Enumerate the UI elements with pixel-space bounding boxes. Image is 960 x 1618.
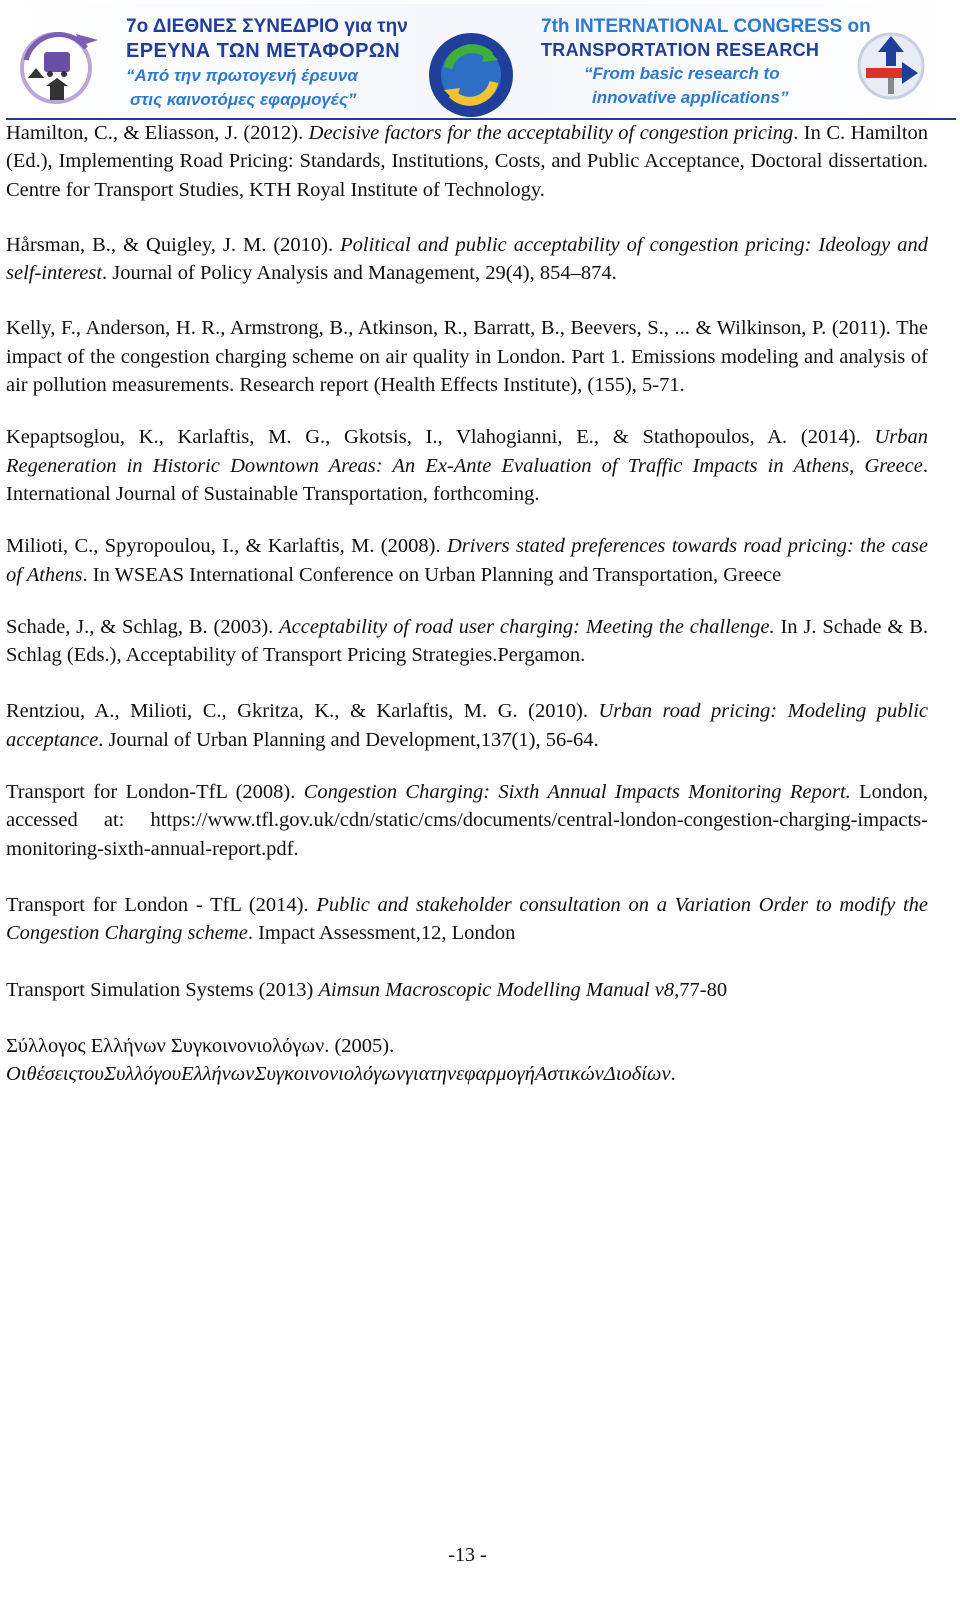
reference-authors-year: Milioti, C., Spyropoulou, I., & Karlaftis, M. (2008). (6, 535, 447, 558)
reference-entry (6, 613, 928, 670)
reference-entry (6, 1032, 928, 1089)
reference-entry (6, 314, 928, 399)
reference-title: ΟιθέσειςτουΣυλλόγουΕλλήνωνΣυγκοινονιολόγωνγιατηνεφαρμογήΑστικώνΔιοδίων (6, 1063, 671, 1086)
reference-entry (6, 231, 928, 288)
reference-title: Decisive factors for the acceptability of congestion pricing (308, 122, 794, 144)
banner-english-line-1: 7th INTERNATIONAL CONGRESS on (541, 16, 871, 37)
reference-authors-year: Kepaptsoglou, K., Karlaftis, M. G., Gkotsis, I., Vlahogianni, E., & Stathopoulos, A. (2014). (6, 426, 875, 449)
references-list (6, 119, 928, 1088)
banner-greek-line-3: “Από την πρωτογενή έρευνα (126, 66, 358, 85)
reference-entry (6, 778, 928, 863)
transport-modes-logo (16, 20, 116, 112)
banner-greek-line-2: ΕΡΕΥΝΑ ΤΩΝ ΜΕΤΑΦΟΡΩΝ (126, 40, 401, 62)
reference-authors-year: Transport Simulation Systems (2013) (6, 978, 319, 1001)
reference-entry (6, 891, 928, 948)
reference-source: . Journal of Urban Planning and Development,137(1), 56-64. (98, 728, 599, 751)
banner-english-line-2: TRANSPORTATION RESEARCH (541, 40, 820, 60)
road-sign-logo (856, 26, 926, 104)
reference-authors-year: Rentziou, A., Milioti, C., Gkritza, K., & Karlaftis, M. G. (2010). (6, 700, 599, 723)
congress-globe-logo (424, 30, 518, 120)
reference-title: Urban road pricing: Modeling public acceptance (6, 700, 928, 751)
reference-source: London, accessed at: https://www.tfl.gov.uk/cdn/static/cms/documents/central-london-congestion-charging-impacts-monitoring-sixth-annual-report.pdf. (6, 781, 928, 860)
reference-source: 77-80 (679, 978, 728, 1001)
page-number: -13 - (448, 1544, 487, 1566)
reference-authors-year: Hårsman, B., & Quigley, J. M. (2010). (6, 233, 341, 256)
reference-source: . Journal of Policy Analysis and Management, 29(4), 854–874. (102, 262, 617, 285)
reference-source: . (670, 1063, 676, 1086)
conference-banner (6, 4, 956, 120)
reference-title: Acceptability of road user charging: Meeting the challenge. (279, 615, 775, 638)
banner-greek-line-4: στις καινοτόμες εφαρμογές” (130, 90, 357, 109)
banner-english-line-4: innovative applications” (592, 88, 789, 107)
reference-title: Aimsun Macroscopic Modelling Manual v8, (318, 978, 680, 1001)
reference-source: In J. Schade & B. Schlag (Eds.), Acceptability of Transport Pricing Strategies.Pergamon. (6, 615, 928, 667)
reference-full-text: Kelly, F., Anderson, H. R., Armstrong, B., Atkinson, R., Barratt, B., Beevers, S., ... & Wilkinson, P. (2011). The impact of the congestion charging scheme on air quality in London. Part 1. Emissions modeling and analysis of air pollution measurements. Research report (Health Effects Institute), (155), 5-71. (6, 317, 928, 397)
reference-authors-year: Σύλλογος Ελλήνων Συγκοινονιολόγων. (2005). (6, 1034, 395, 1057)
reference-title: Public and stakeholder consultation on a Variation Order to modify the Congestion Charging scheme (6, 893, 928, 945)
reference-entry (6, 423, 928, 508)
reference-title: Congestion Charging: Sixth Annual Impacts Monitoring Report. (303, 781, 851, 804)
banner-greek-line-1: 7ο ΔΙΕΘΝΕΣ ΣΥΝΕΔΡΙΟ για την (126, 16, 408, 37)
reference-authors-year: Hamilton, C., & Eliasson, J. (2012). (6, 122, 309, 144)
reference-source: . In C. Hamilton (Ed.), Implementing Road Pricing: Standards, Institutions, Costs, and Public Acceptance, Doctoral dissertation. Centre for Transport Studies, KTH Royal Institute of Technology. (6, 122, 929, 201)
reference-title: Political and public acceptability of congestion pricing: Ideology and self-interest (6, 233, 928, 285)
reference-title: Drivers stated preferences towards road pricing: the case of Athens (6, 535, 928, 586)
reference-title: Urban Regeneration in Historic Downtown Areas: An Ex-Ante Evaluation of Traffic Impacts in Athens, Greece (6, 426, 928, 477)
reference-authors-year: Schade, J., & Schlag, B. (2003). (6, 615, 280, 638)
reference-authors-year: Transport for London - TfL (2014). (6, 893, 317, 916)
banner-english-line-3: “From basic research to (584, 64, 780, 83)
reference-source: . In WSEAS International Conference on Urban Planning and Transportation, Greece (82, 563, 782, 586)
reference-source: . International Journal of Sustainable Transportation, forthcoming. (6, 454, 928, 505)
reference-entry (6, 532, 928, 589)
reference-entry (6, 976, 928, 1004)
reference-entry (6, 697, 928, 754)
reference-source: . Impact Assessment,12, London (247, 922, 516, 945)
reference-entry (6, 119, 928, 204)
reference-authors-year: Transport for London-TfL (2008). (6, 781, 304, 804)
